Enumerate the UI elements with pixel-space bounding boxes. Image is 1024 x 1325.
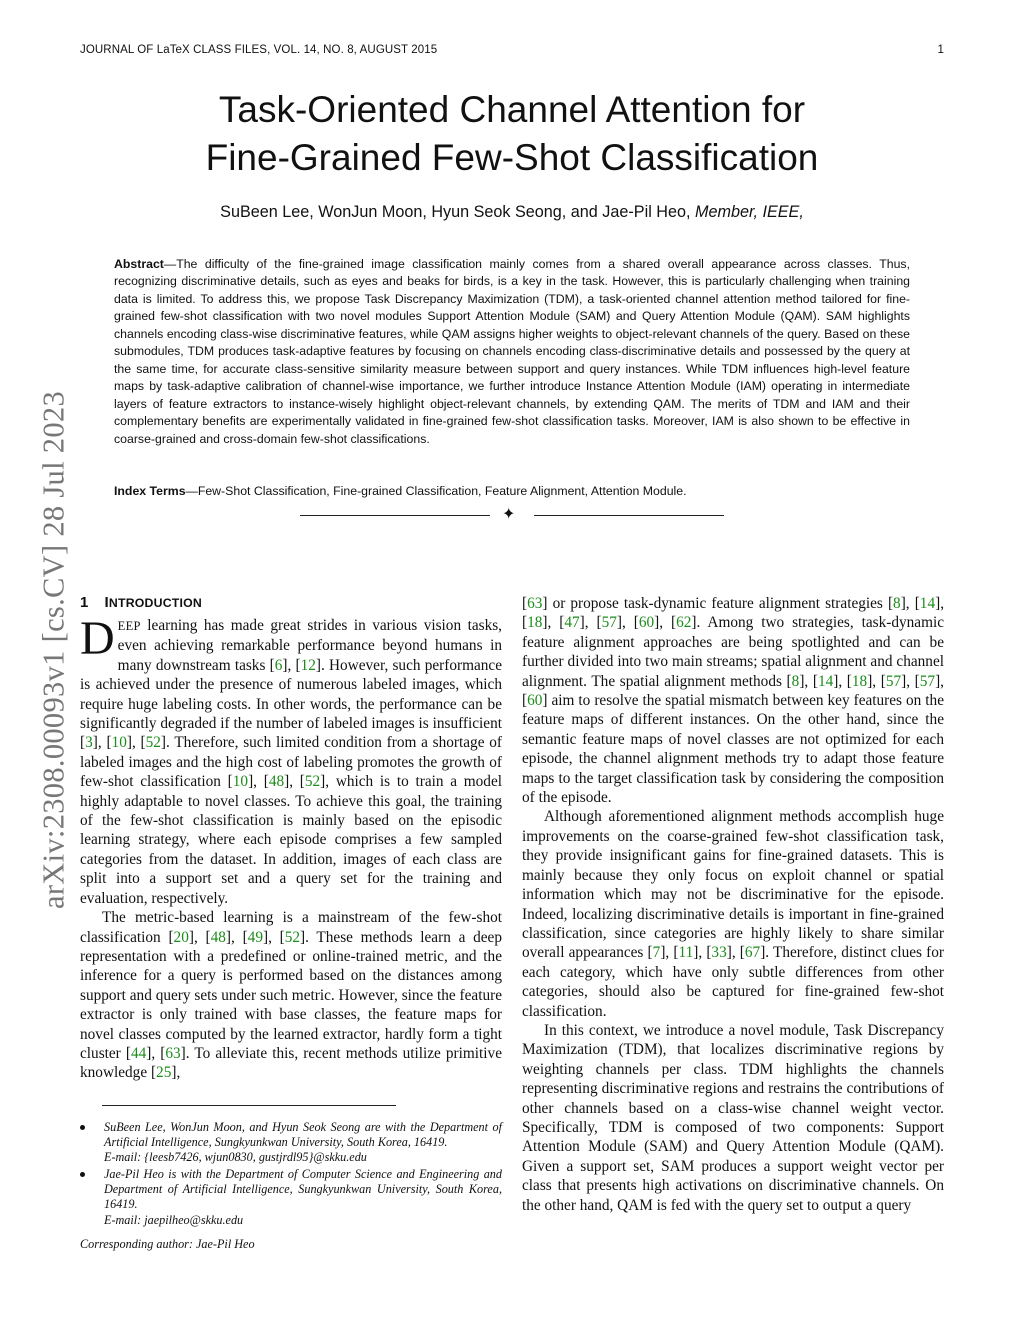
left-column <box>80 612 502 1083</box>
citation-link[interactable]: 18 <box>851 672 868 690</box>
text-run: learning has made great strides in various vision tasks, even achieving remarkable performance beyond humans in many downstream tasks [ <box>117 617 502 674</box>
section-number: 1 <box>80 594 89 611</box>
text-run: ], [ <box>522 595 945 632</box>
right-column <box>522 594 944 1215</box>
author-list <box>0 203 1024 222</box>
text-run: ]. Among two strategies, task-dynamic feature alignment approaches are being spotlighted and can be further divided into two main streams; spatial alignment and channel alignment. The spatial alignment methods [ <box>522 614 945 690</box>
citation-link[interactable]: 47 <box>564 614 580 632</box>
citation-link[interactable]: 63 <box>527 595 543 612</box>
footnote-email: E-mail: {leesb7426, wjun0830, gustjrdl95}@skku.edu <box>104 1150 367 1165</box>
section-heading-introduction <box>80 594 202 611</box>
abstract-label: Abstract <box>114 257 164 271</box>
citation-link[interactable]: 62 <box>676 614 692 632</box>
citation-link[interactable]: 20 <box>173 928 189 946</box>
index-terms-label: Index Terms <box>114 484 186 498</box>
text-run: ], [ <box>900 595 920 612</box>
citation-link[interactable]: 14 <box>817 672 834 690</box>
text-run: ], [ <box>726 944 745 962</box>
text-run: ], [ <box>126 734 146 752</box>
running-header <box>80 44 944 62</box>
citation-link[interactable]: 8 <box>791 672 800 690</box>
footnote-text: Jae-Pil Heo is with the Department of Computer Science and Engineering and Department of Artificial Intelligence, Sungkyunkwan University, South Korea, 16419. <box>104 1167 502 1212</box>
paper-title <box>0 86 1024 182</box>
citation-link[interactable]: 33 <box>711 944 727 962</box>
section-title-initial: I <box>104 594 109 611</box>
footnotes <box>80 1120 502 1252</box>
page-number: 1 <box>937 44 944 56</box>
corresponding-author: Corresponding author: Jae-Pil Heo <box>80 1236 255 1251</box>
text-run: ]. To alleviate this, recent methods utilize primitive knowledge [ <box>80 1044 502 1082</box>
text-run: ], [ <box>146 1044 166 1062</box>
citation-link[interactable]: 25 <box>156 1064 172 1082</box>
text-run: [ <box>522 595 528 612</box>
footnote-email: E-mail: jaepilheo@skku.edu <box>104 1212 244 1227</box>
citation-link[interactable]: 63 <box>165 1044 181 1062</box>
citation-link[interactable]: 12 <box>300 656 316 674</box>
right-paragraph-1 <box>522 594 944 807</box>
smallcap-lead: EEP <box>117 619 141 633</box>
title-line-1: Task-Oriented Channel Attention for <box>218 89 806 130</box>
text-run: ] or propose task-dynamic feature alignment strategies [ <box>542 595 894 612</box>
text-run: ], [ <box>693 944 712 962</box>
text-run: ], [ <box>901 672 920 690</box>
text-run: ]. Therefore, such limited condition from a shortage of labeled images and the high cost of labeling promotes the growth of few-shot classification [ <box>80 734 502 791</box>
citation-link[interactable]: 48 <box>268 773 285 791</box>
citation-link[interactable]: 10 <box>111 734 127 752</box>
citation-link[interactable]: 18 <box>527 614 543 632</box>
text-run: ], [ <box>867 672 886 690</box>
intro-paragraph-2 <box>80 908 502 1083</box>
citation-link[interactable]: 52 <box>284 928 301 946</box>
text-run: ], [ <box>188 928 211 946</box>
section-divider <box>300 508 724 524</box>
citation-link[interactable]: 60 <box>638 614 655 632</box>
text-run: ], <box>171 1064 181 1082</box>
divider-line-right <box>534 515 724 516</box>
footnote-rule <box>102 1105 396 1106</box>
citation-link[interactable]: 3 <box>85 734 93 752</box>
text-run: ], [ <box>284 773 305 791</box>
section-title-rest: NTRODUCTION <box>108 596 202 610</box>
citation-link[interactable]: 67 <box>744 944 761 962</box>
text-run: ], [ <box>799 672 818 690</box>
citation-link[interactable]: 52 <box>145 734 161 752</box>
citation-link[interactable]: 44 <box>130 1044 147 1062</box>
citation-link[interactable]: 6 <box>274 656 283 674</box>
right-paragraph-3: In this context, we introduce a novel module, Task Discrepancy Maximization (TDM), that localizes discriminative regions by weighting channels per class. TDM highlights the channels representing discriminative regions and restrains the contributions of other channels based on a class-wise channel weight vector. Specifically, TDM is composed of two components: Support Attention Module (SAM) and Query Attention Module (QAM). Given a support set, SAM produces a support weight vector per class that presents high activations on discriminative channels. On the other hand, QAM is fed with the query set to output a query <box>522 1021 944 1214</box>
index-terms <box>114 483 910 500</box>
text-run: ], [ <box>225 928 248 946</box>
bullet-icon <box>80 1125 85 1130</box>
citation-link[interactable]: 14 <box>919 595 936 612</box>
title-line-2: Fine-Grained Few-Shot Classification <box>205 137 819 178</box>
divider-line-left <box>300 515 490 516</box>
citation-link[interactable]: 52 <box>304 773 321 791</box>
abstract-text: —The difficulty of the fine-grained image classification mainly comes from a shared overall appearance across classes. Thus, recognizing discriminative details, such as eyes and beaks for birds, is a key in the task. However, this is particularly challenging when training data is limited. To address this, we propose Task Discrepancy Maximization (TDM), a task-oriented channel attention method tailored for fine-grained few-shot classification with two novel modules Support Attention Module (SAM) and Query Attention Module (QAM). SAM highlights channels encoding class-wise discriminative features, while QAM assigns higher weights to object-relevant channels of the query. Based on these submodules, TDM produces task-adaptive features by focusing on channels encoding class-discriminative details and possessed by the query at the same time, for accurate class-sensitive similarity measure between support and query instances. While TDM influences high-level feature maps by task-adaptive calibration of channel-wise importance, we further introduce Instance Attention Module (IAM) operating in intermediate layers of feature extractors to instance-wisely highlight object-relevant channels, by extending QAM. The merits of TDM and IAM and their complementary benefits are experimentally validated in fine-grained few-shot classification tasks. Moreover, IAM is also shown to be effective in coarse-grained and cross-domain few-shot classifications. <box>114 257 910 446</box>
bullet-icon <box>80 1172 85 1177</box>
author-membership: Member, IEEE, <box>694 203 804 221</box>
text-run: The metric-based learning is a mainstream of the few-shot classification [ <box>80 909 502 946</box>
citation-link[interactable]: 10 <box>232 773 249 791</box>
citation-link[interactable]: 57 <box>601 614 617 632</box>
text-run: ], [ <box>248 773 269 791</box>
citation-link[interactable]: 57 <box>919 672 936 690</box>
text-run: ], [ <box>579 614 602 632</box>
text-run: ], [ <box>654 614 677 632</box>
text-run: Although aforementioned alignment methods accomplish huge improvements on the coarse-grained few-shot classification task, they provide insignificant gains for fine-grained datasets. This is mainly because they only focus on exploit channel or spatial information which may not be discriminative for the episode. Indeed, localizing discriminative details is important in fine-grained classification, since categories are highly likely to share similar overall appearances [ <box>522 808 944 962</box>
right-paragraph-2 <box>522 807 944 1020</box>
arxiv-identifier: arXiv:2308.00093v1 [cs.CV] 28 Jul 2023 <box>36 390 71 910</box>
footnote-text: SuBeen Lee, WonJun Moon, and Hyun Seok Seong are with the Department of Artificial Intelligence, Sungkyunkwan University, South Korea, 16419. <box>104 1120 502 1150</box>
citation-link[interactable]: 8 <box>893 595 901 612</box>
text-run: ]. However, such performance is achieved under the presence of numerous labeled images, which require huge labeling costs. In other words, the performance can be significantly degraded if the number of labeled images is insufficient [ <box>80 656 502 752</box>
text-run: ], [ <box>262 928 285 946</box>
text-run: ], [ <box>660 944 679 962</box>
text-run: ], [ <box>522 672 944 710</box>
footnote-affiliation-2 <box>80 1167 502 1227</box>
citation-link[interactable]: 48 <box>210 928 226 946</box>
text-run: ], [ <box>833 672 852 690</box>
author-names: SuBeen Lee, WonJun Moon, Hyun Seok Seong, and Jae-Pil Heo, <box>220 203 691 221</box>
divider-star-icon: ✦ <box>502 506 516 523</box>
text-run: ], [ <box>92 734 112 752</box>
footnote-affiliation-1 <box>80 1120 502 1165</box>
abstract <box>114 256 910 448</box>
text-run: ], which is to train a model highly adaptable to novel classes. To achieve this goal, the training of the few-shot classification is mainly based on the episodic learning strategy, where each episode comprises a few sampled categories from the dataset. In addition, images of each class are split into a support set and a query set for the training and evaluation, respectively. <box>80 773 502 907</box>
journal-header: JOURNAL OF LaTeX CLASS FILES, VOL. 14, NO. 8, AUGUST 2015 <box>80 44 438 56</box>
text-run: ], [ <box>542 614 565 632</box>
citation-link[interactable]: 7 <box>652 944 661 962</box>
citation-link[interactable]: 49 <box>247 928 263 946</box>
text-run: ], [ <box>282 656 301 674</box>
citation-link[interactable]: 11 <box>678 944 694 962</box>
drop-cap: D <box>80 612 115 665</box>
citation-link[interactable]: 60 <box>527 692 543 710</box>
intro-paragraph-1 <box>80 612 502 908</box>
text-run: ], [ <box>616 614 639 632</box>
index-terms-text: —Few-Shot Classification, Fine-grained Classification, Feature Alignment, Attention Module. <box>185 484 687 498</box>
text-run: ] aim to resolve the spatial mismatch between key features on the feature maps of different instances. On the other hand, since the semantic feature maps of novel classes are not optimized for each episode, the channel alignment methods try to adapt those feature maps to the target classification task by considering the composition of the episode. <box>522 692 944 807</box>
text-run: ]. These methods learn a deep representation with a predefined or online-trained metric, and the inference for a query is performed based on the distances among support and query sets under such metric. However, since the feature extractor is only trained with base classes, the feature maps for novel classes computed by the learned extractor, hardly form a tight cluster [ <box>80 928 502 1062</box>
citation-link[interactable]: 57 <box>885 672 902 690</box>
text-run: ]. Therefore, distinct clues for each category, which have only subtle differences from other categories, should also be captured for fine-grained few-shot classification. <box>522 944 944 1020</box>
